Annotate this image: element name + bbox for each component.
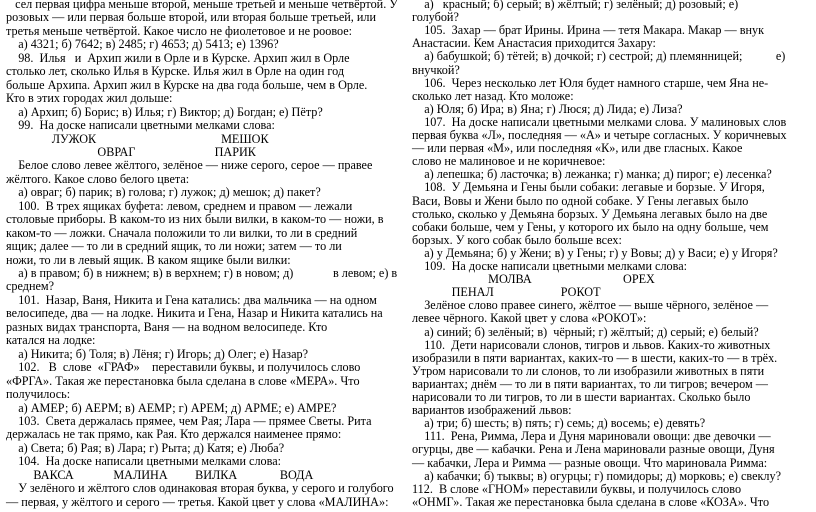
text-line: голубой?	[412, 10, 459, 25]
text-line: а) в правом; б) в нижнем; в) в верхнем; г) в новом; д) в левом; е) в	[6, 266, 398, 280]
text-line: вариантов изображений львов:	[412, 403, 572, 418]
text-line: а) три; б) шесть; в) пять; г) семь; д) восемь; е) девять?	[412, 416, 706, 431]
text-line: 98. Илья и Архип жили в Орле и в Курске. Архип жил в Орле	[6, 50, 350, 65]
text-line: розовых — или первая больше второй, или вторая больше третьей, или	[6, 10, 376, 25]
text-line: — или первая «М», или последняя «К», или две гласных. Какое	[412, 141, 743, 156]
text-line: левее чёрного. Какой цвет у слова «РОКОТ»:	[412, 311, 647, 326]
text-line: 108. У Демьяна и Гены были собаки: легавые и борзые. У Игоря,	[412, 180, 765, 195]
text-line: У зелёного и жёлтого слов одинаковая вторая буква, у серого и голубого	[6, 481, 394, 496]
text-line: а) 4321; б) 7642; в) 2485; г) 4653; д) 5413; е) 1396?	[6, 37, 279, 52]
text-line: борзых. У кого собак было больше всех:	[412, 232, 622, 247]
text-line: Васи, Вовы и Жени было по одной собаке. У Гены легавых было	[412, 193, 749, 208]
text-line: 101. Назар, Ваня, Никита и Гена катались: два мальчика — на одном	[6, 292, 377, 307]
text-line: а) Архип; б) Борис; в) Илья; г) Виктор; д) Богдан; е) Пётр?	[6, 104, 323, 119]
text-line: ПЕНАЛ РОКОТ	[412, 285, 601, 300]
text-line: держалась не так прямо, как Рая. Кто держался наименее прямо:	[6, 427, 342, 442]
text-line: 102. В слове «ГРАФ» переставили буквы, и получилось слово	[6, 360, 361, 375]
text-line: нарисовали то ли тигров, то ли в шести вариантах. Сколько было	[412, 390, 751, 404]
text-line: 109. На доске написали цветными мелками слова:	[412, 259, 688, 273]
text-line: ножи, то ли в левый ящик. В каком ящике были вилки:	[6, 252, 291, 267]
text-line: 105. Захар — брат Ирины. Ирина — тетя Макара. Макар — внук	[412, 23, 765, 38]
text-line: 104. На доске написали цветными мелками слова:	[6, 454, 282, 469]
text-line: каком-то — ложки. Сначала положили то ли вилки, то ли в средний	[6, 225, 358, 240]
text-line: 111. Рена, Римма, Лера и Дуня мариновали овощи: две девочки —	[412, 429, 771, 444]
text-line: а) бабушкой; б) тётей; в) дочкой; г) сестрой; д) племянницей; е)	[412, 49, 786, 64]
text-line: МОЛВА ОРЕХ	[412, 272, 655, 287]
text-line: сколько лет назад. Кто моложе:	[412, 88, 574, 103]
text-line: а) Никита; б) Толя; в) Лёня; г) Игорь; д) Олег; е) Назар?	[6, 346, 309, 361]
text-line: 103. Света держалась прямее, чем Рая; Лара — прямее Светы. Рита	[6, 413, 372, 428]
text-line: получилось:	[6, 387, 71, 402]
text-line: 99. На доске написали цветными мелками слова:	[6, 118, 275, 133]
text-line: — первая, у жёлтого и серого — третья. Какой цвет у слова «МАЛИНА»:	[6, 494, 389, 509]
text-line: внучкой?	[412, 62, 460, 77]
text-line: жёлтого. Какое слово белого цвета:	[6, 171, 190, 186]
text-line: среднем?	[6, 279, 55, 294]
text-line: больше Архипа. Архип жил в Курске на два года больше, чем в Орле.	[6, 77, 368, 92]
text-line: столовые приборы. В каком-то из них были вилки, в каком-то — ножи, в	[6, 212, 384, 227]
text-line: 110. Дети нарисовали слонов, тигров и львов. Каких-то животных	[412, 337, 771, 352]
text-line: «ОНМГ». Такая же перестановка была сделана в слове «КОЗА». Что	[412, 494, 770, 509]
text-line: Утром нарисовали то ли слонов, то ли изобразили животных в пяти	[412, 363, 765, 378]
text-line: огурцы, две — кабачки. Рена и Лена мариновали разные овощи, Дуня	[412, 442, 775, 457]
text-line: велосипеде, два — на лодке. Никита и Гена, Назар и Никита катались на	[6, 306, 383, 321]
text-line: а) у Демьяна; б) у Жени; в) у Гены; г) у Вовы; д) у Васи; е) у Игоря?	[412, 245, 778, 260]
text-line: Зелёное слово правее синего, жёлтое — выше чёрного, зелёное —	[412, 298, 769, 313]
text-line: вариантах; днём — то ли в пяти вариантах, то ли тигров; вечером —	[412, 376, 768, 391]
text-line: катался на лодке:	[6, 333, 96, 348]
text-line: сел первая цифра меньше второй, меньше третьей и меньше четвёртой. У	[6, 0, 398, 11]
text-line: Белое слово левее жёлтого, зелёное — ниже серого, серое — правее	[6, 158, 373, 173]
text-line: изобразили в пяти вариантах, каких-то — в шести, каких-то — в трёх.	[412, 350, 778, 365]
text-line: а) АМЕР; б) АЕРМ; в) АЕМР; г) АРЕМ; д) АРМЕ; е) АМРЕ?	[6, 400, 337, 415]
text-line: 106. Через несколько лет Юля будет намного старше, чем Яна не-	[412, 75, 769, 90]
text-line: столько лет, сколько Илья в Курске. Илья жил в Орле на один год	[6, 64, 345, 79]
text-line: первая буква «Л», последняя — «А» и четыре согласных. У коричневых	[412, 128, 787, 142]
text-line: а) синий; б) зелёный; в) чёрный; г) жёлтый; д) серый; е) белый?	[412, 324, 759, 339]
text-line: слово не малиновое и не коричневое:	[412, 154, 606, 169]
text-line: ВАКСА МАЛИНА ВИЛКА ВОДА	[6, 467, 314, 482]
text-line: Анастасии. Кем Анастасия приходится Захару:	[412, 36, 656, 51]
text-line: Кто в этих городах жил дольше:	[6, 91, 173, 106]
text-line: «ФРГА». Такая же перестановка была сделана в слове «МЕРА». Что	[6, 373, 360, 388]
text-line: 112. В слове «ГНОМ» переставили буквы, и получилось слово	[412, 481, 742, 496]
text-line: а) лепешка; б) ласточка; в) лежанка; г) манка; д) пирог; е) лесенка?	[412, 167, 772, 182]
text-line: а) красный; б) серый; в) жёлтый; г) зелёный; д) розовый; е)	[412, 0, 739, 11]
text-line: а) Юля; б) Ира; в) Яна; г) Люся; д) Лида; е) Лиза?	[412, 101, 683, 116]
text-line: а) овраг; б) парик; в) голова; г) лужок; д) мешок; д) пакет?	[6, 185, 321, 200]
text-line: а) кабачки; б) тыквы; в) огурцы; г) помидоры; д) морковь; е) свеклу?	[412, 468, 781, 483]
text-line: ОВРАГ ПАРИК	[6, 144, 256, 159]
text-line: 107. На доске написали цветными мелками слова. У малиновых слов	[412, 114, 787, 129]
text-line: столько, сколько у Демьяна борзых. У Демьяна легавых было на две	[412, 206, 768, 221]
text-line: разных видах транспорта, Ваня — на водном велосипеде. Кто	[6, 319, 328, 334]
text-line: ЛУЖОК МЕШОК	[6, 131, 269, 146]
text-line: 100. В трех ящиках буфета: левом, среднем и правом — лежали	[6, 198, 353, 213]
text-line: а) Света; б) Рая; в) Лара; г) Рыта; д) Катя; е) Люба?	[6, 440, 285, 455]
text-line: третья меньше четвёртой. Какое число не фиолетовое и не роовое:	[6, 23, 353, 38]
text-line: собаки больше, чем у Гены, у которого их было на одну больше, чем	[412, 219, 769, 234]
text-line: ящик; далее — то ли в средний ящик, то ли ножи; затем — то ли	[6, 239, 342, 254]
text-line: — кабачки, Лера и Римма — разные овощи. Что мариновала Римма:	[412, 455, 768, 470]
